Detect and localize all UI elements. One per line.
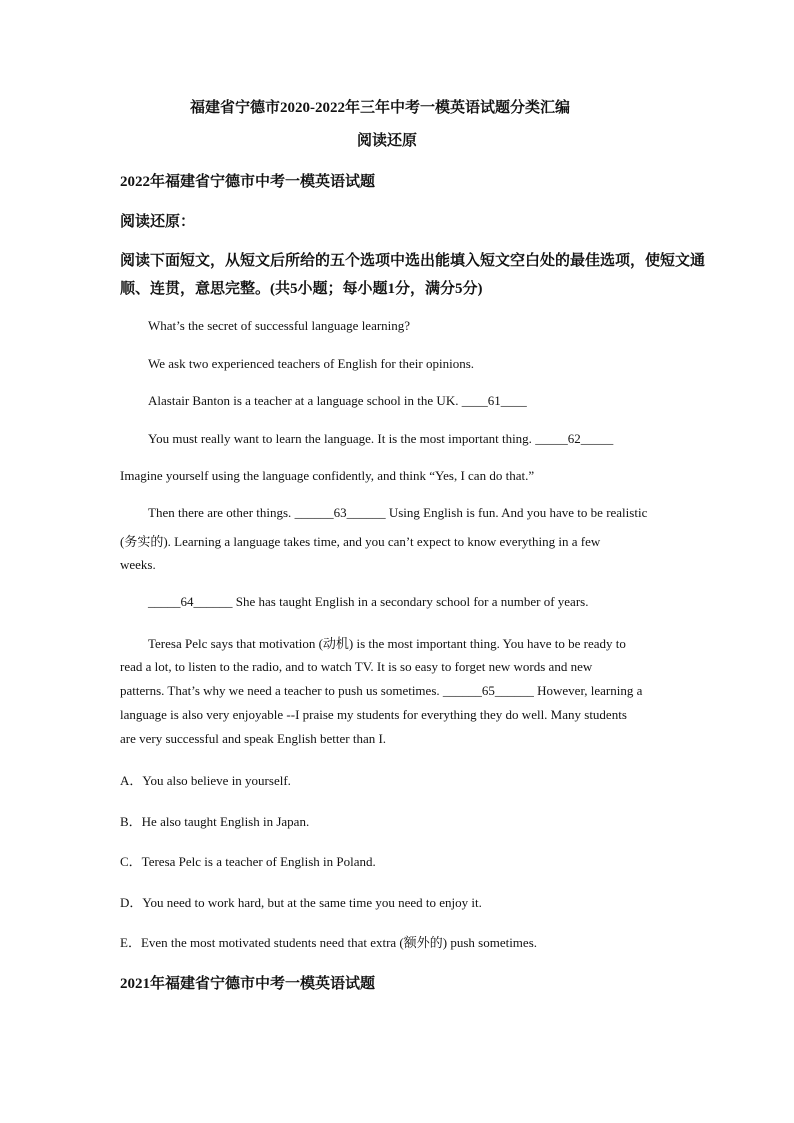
passage-paragraph-7-line-3 (120, 683, 642, 699)
passage-paragraph-4 (148, 431, 613, 447)
blank-62: _____62_____ (535, 431, 614, 446)
paragraph-text: patterns. That’s why we need a teacher to push us sometimes. (120, 683, 443, 698)
option-c: C．Teresa Pelc is a teacher of English in Poland. (120, 854, 376, 869)
blank-64: _____64______ (148, 594, 233, 609)
paragraph-text: She has taught English in a secondary school for a number of years. (232, 594, 589, 609)
section-heading-2022: 2022年福建省宁德市中考一模英语试题 (120, 174, 376, 190)
passage-paragraph-1: What’s the secret of successful language learning? (148, 318, 411, 333)
paragraph-text: You must really want to learn the language. It is the most important thing. (148, 431, 536, 446)
document-title: 福建省宁德市2020-2022年三年中考一模英语试题分类汇编 (190, 100, 570, 116)
question-type-label: 阅读还原： (120, 214, 196, 230)
passage-paragraph-7-line-4: language is also very enjoyable --I praise my students for everything they do well. Many students (120, 707, 627, 722)
paragraph-text: Using English is fun. And you have to be realistic (385, 505, 648, 520)
blank-61: ____61____ (461, 393, 527, 408)
paragraph-text: However, learning a (533, 683, 643, 698)
passage-paragraph-2: We ask two experienced teachers of English for their opinions. (148, 356, 475, 371)
passage-paragraph-6 (148, 594, 588, 610)
option-e: E．Even the most motivated students need that extra (额外的) push sometimes. (120, 935, 538, 950)
passage-paragraph-7-line-1: Teresa Pelc says that motivation (动机) is the most important thing. You have to be ready to (148, 636, 626, 651)
passage-paragraph-5 (148, 505, 647, 521)
paragraph-text: Alastair Banton is a teacher at a language school in the UK. (148, 393, 462, 408)
passage-paragraph-3 (148, 393, 527, 409)
blank-65: ______65______ (442, 683, 534, 698)
option-d: D．You need to work hard, but at the same time you need to enjoy it. (120, 895, 482, 910)
passage-paragraph-7-line-2: read a lot, to listen to the radio, and to watch TV. It is so easy to forget new words and new (120, 659, 593, 674)
document-subtitle: 阅读还原 (357, 133, 418, 149)
option-a: A．You also believe in yourself. (120, 773, 291, 788)
instruction-line-1: 阅读下面短文，从短文后所给的五个选项中选出能填入短文空白处的最佳选项，使短文通 (120, 253, 706, 269)
passage-paragraph-7-line-5: are very successful and speak English better than I. (120, 731, 387, 746)
option-b: B．He also taught English in Japan. (120, 814, 310, 829)
blank-63: ______63______ (294, 505, 386, 520)
paragraph-text: Then there are other things. (148, 505, 295, 520)
passage-paragraph-5-line-2: (务实的). Learning a language takes time, and you can’t expect to know everything in a few (120, 534, 601, 549)
passage-paragraph-5-line-3: weeks. (120, 557, 156, 572)
passage-paragraph-4-cont: Imagine yourself using the language confidently, and think “Yes, I can do that.” (120, 468, 535, 483)
section-heading-2021: 2021年福建省宁德市中考一模英语试题 (120, 976, 376, 992)
instruction-line-2: 顺、连贯，意思完整。(共5小题；每小题1分，满分5分) (120, 281, 483, 297)
